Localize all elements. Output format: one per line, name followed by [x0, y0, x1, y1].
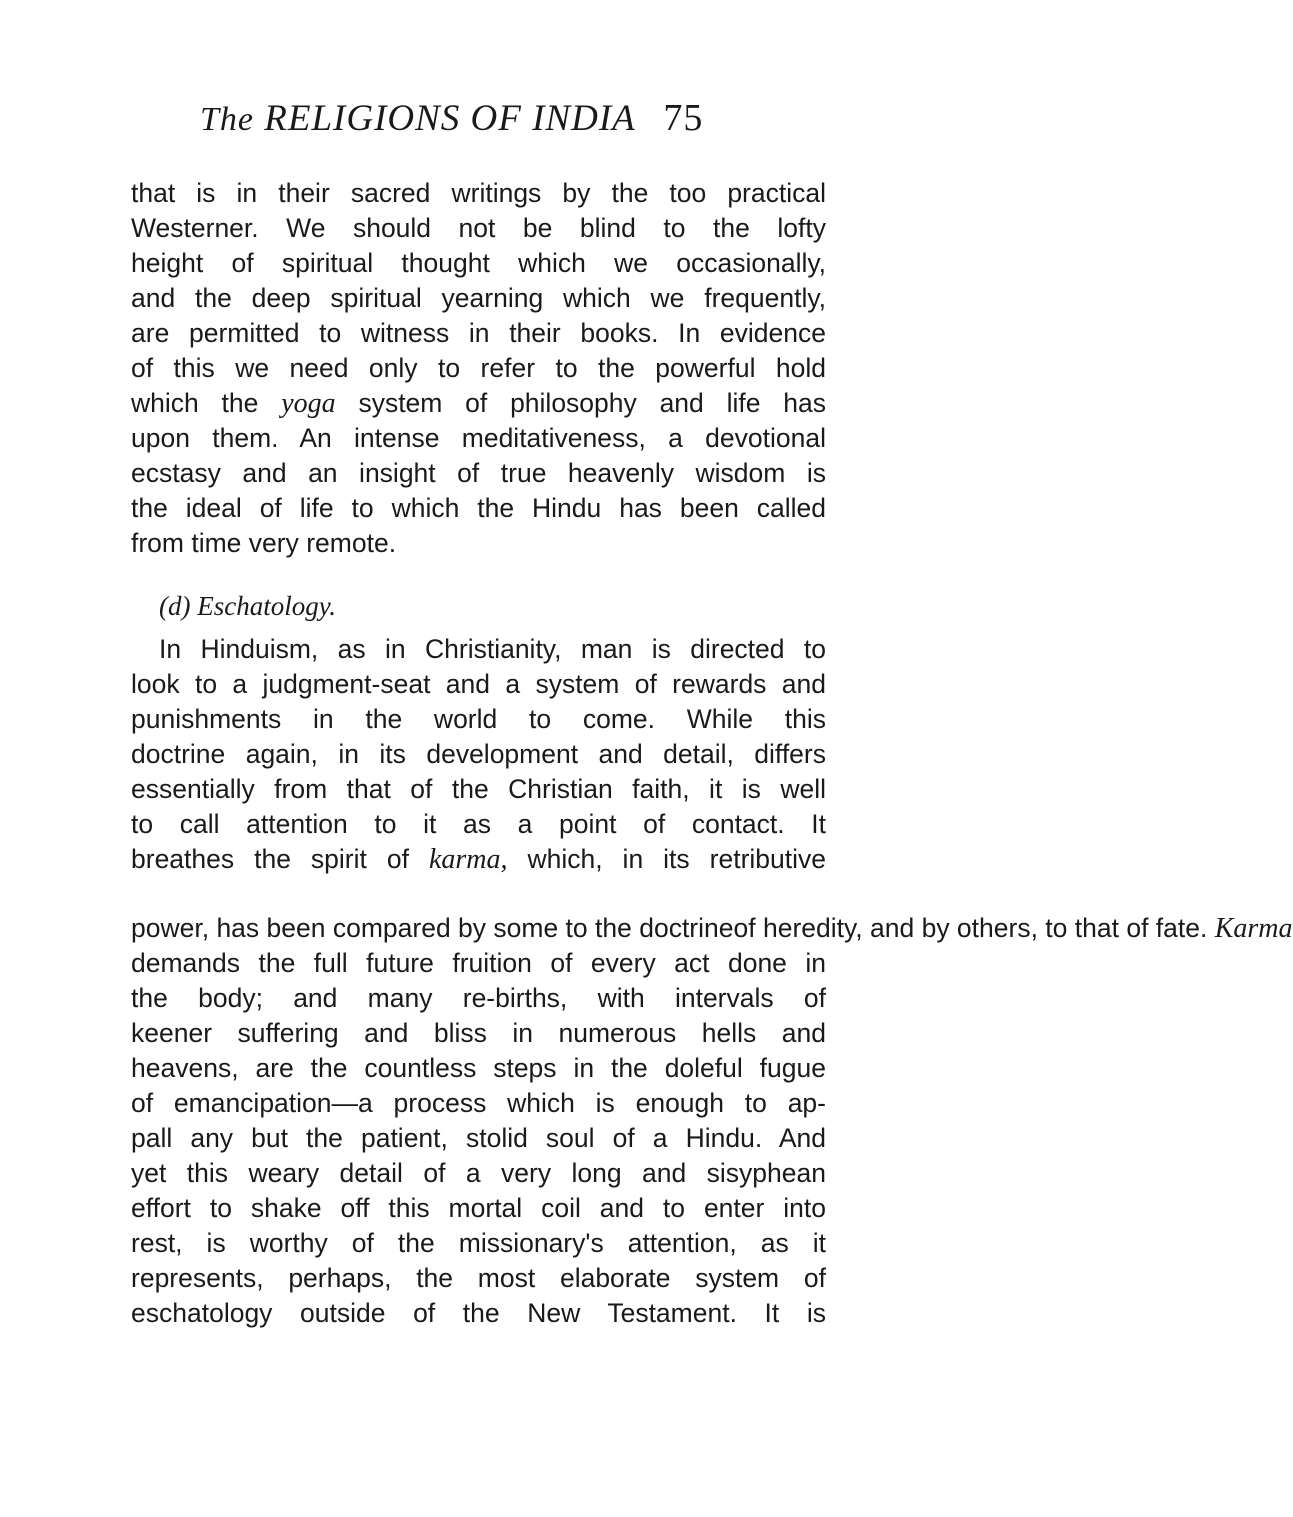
text-line: of emancipation—a process which is enough to ap- [131, 1088, 826, 1118]
text-line: doctrine again, in its development and detail, differs [131, 739, 826, 769]
text-line: Westerner. We should not be blind to the lofty [131, 213, 826, 243]
text-line: demands the full future fruition of every act done in [131, 948, 826, 978]
text-line [131, 911, 1293, 945]
text-line: the body; and many re-births, with intervals of [131, 983, 826, 1013]
text-line: keener suffering and bliss in numerous hells and [131, 1018, 826, 1048]
text-line: yet this weary detail of a very long and sisyphean [131, 1158, 826, 1188]
text-line: essentially from that of the Christian faith, it is well [131, 774, 826, 804]
emphasis-yoga: yoga [281, 388, 336, 419]
text-line [131, 386, 826, 420]
text-run: which the [131, 388, 282, 418]
text-line: In Hinduism, as in Christianity, man is directed to [159, 634, 826, 664]
header-prefix: The [200, 101, 254, 138]
header-title: RELIGIONS OF INDIA [264, 98, 636, 139]
text-run: power, has been compared by some to the doctrine [131, 913, 734, 943]
text-line: are permitted to witness in their books. In evidence [131, 318, 826, 348]
text-line: pall any but the patient, stolid soul of a Hindu. And [131, 1123, 826, 1153]
text-line: upon them. An intense meditativeness, a devotional [131, 423, 826, 453]
text-line: rest, is worthy of the missionary's attention, as it [131, 1228, 826, 1258]
text-run: which, in its retributive [507, 844, 826, 874]
text-line: from time very remote. [131, 528, 397, 558]
text-run: system of philosophy and life has [335, 388, 826, 418]
text-line: effort to shake off this mortal coil and to enter into [131, 1193, 826, 1223]
text-line: punishments in the world to come. While this [131, 704, 826, 734]
text-line: to call attention to it as a point of contact. It [131, 809, 826, 839]
text-line: look to a judgment-seat and a system of rewards and [131, 669, 826, 699]
text-line [131, 842, 826, 876]
text-run: of heredity, and by others, to that of fate. [733, 913, 1215, 943]
emphasis-karma: karma, [428, 844, 508, 875]
text-line: represents, perhaps, the most elaborate system of [131, 1263, 826, 1293]
text-line: heavens, are the countless steps in the doleful fugue [131, 1053, 826, 1083]
text-run: breathes the spirit of [131, 844, 429, 874]
text-line: of this we need only to refer to the powerful hold [131, 353, 826, 383]
text-line: height of spiritual thought which we occasionally, [131, 248, 826, 278]
text-line: ecstasy and an insight of true heavenly wisdom is [131, 458, 826, 488]
section-heading: (d) Eschatology. [159, 591, 336, 621]
emphasis-karma: Karma [1214, 913, 1293, 944]
text-line: the ideal of life to which the Hindu has been called [131, 493, 826, 523]
running-header [200, 96, 840, 156]
text-line: and the deep spiritual yearning which we frequently, [131, 283, 826, 313]
page-number: 75 [663, 97, 704, 139]
text-line: that is in their sacred writings by the too practical [131, 178, 826, 208]
text-line: eschatology outside of the New Testament. It is [131, 1298, 826, 1328]
